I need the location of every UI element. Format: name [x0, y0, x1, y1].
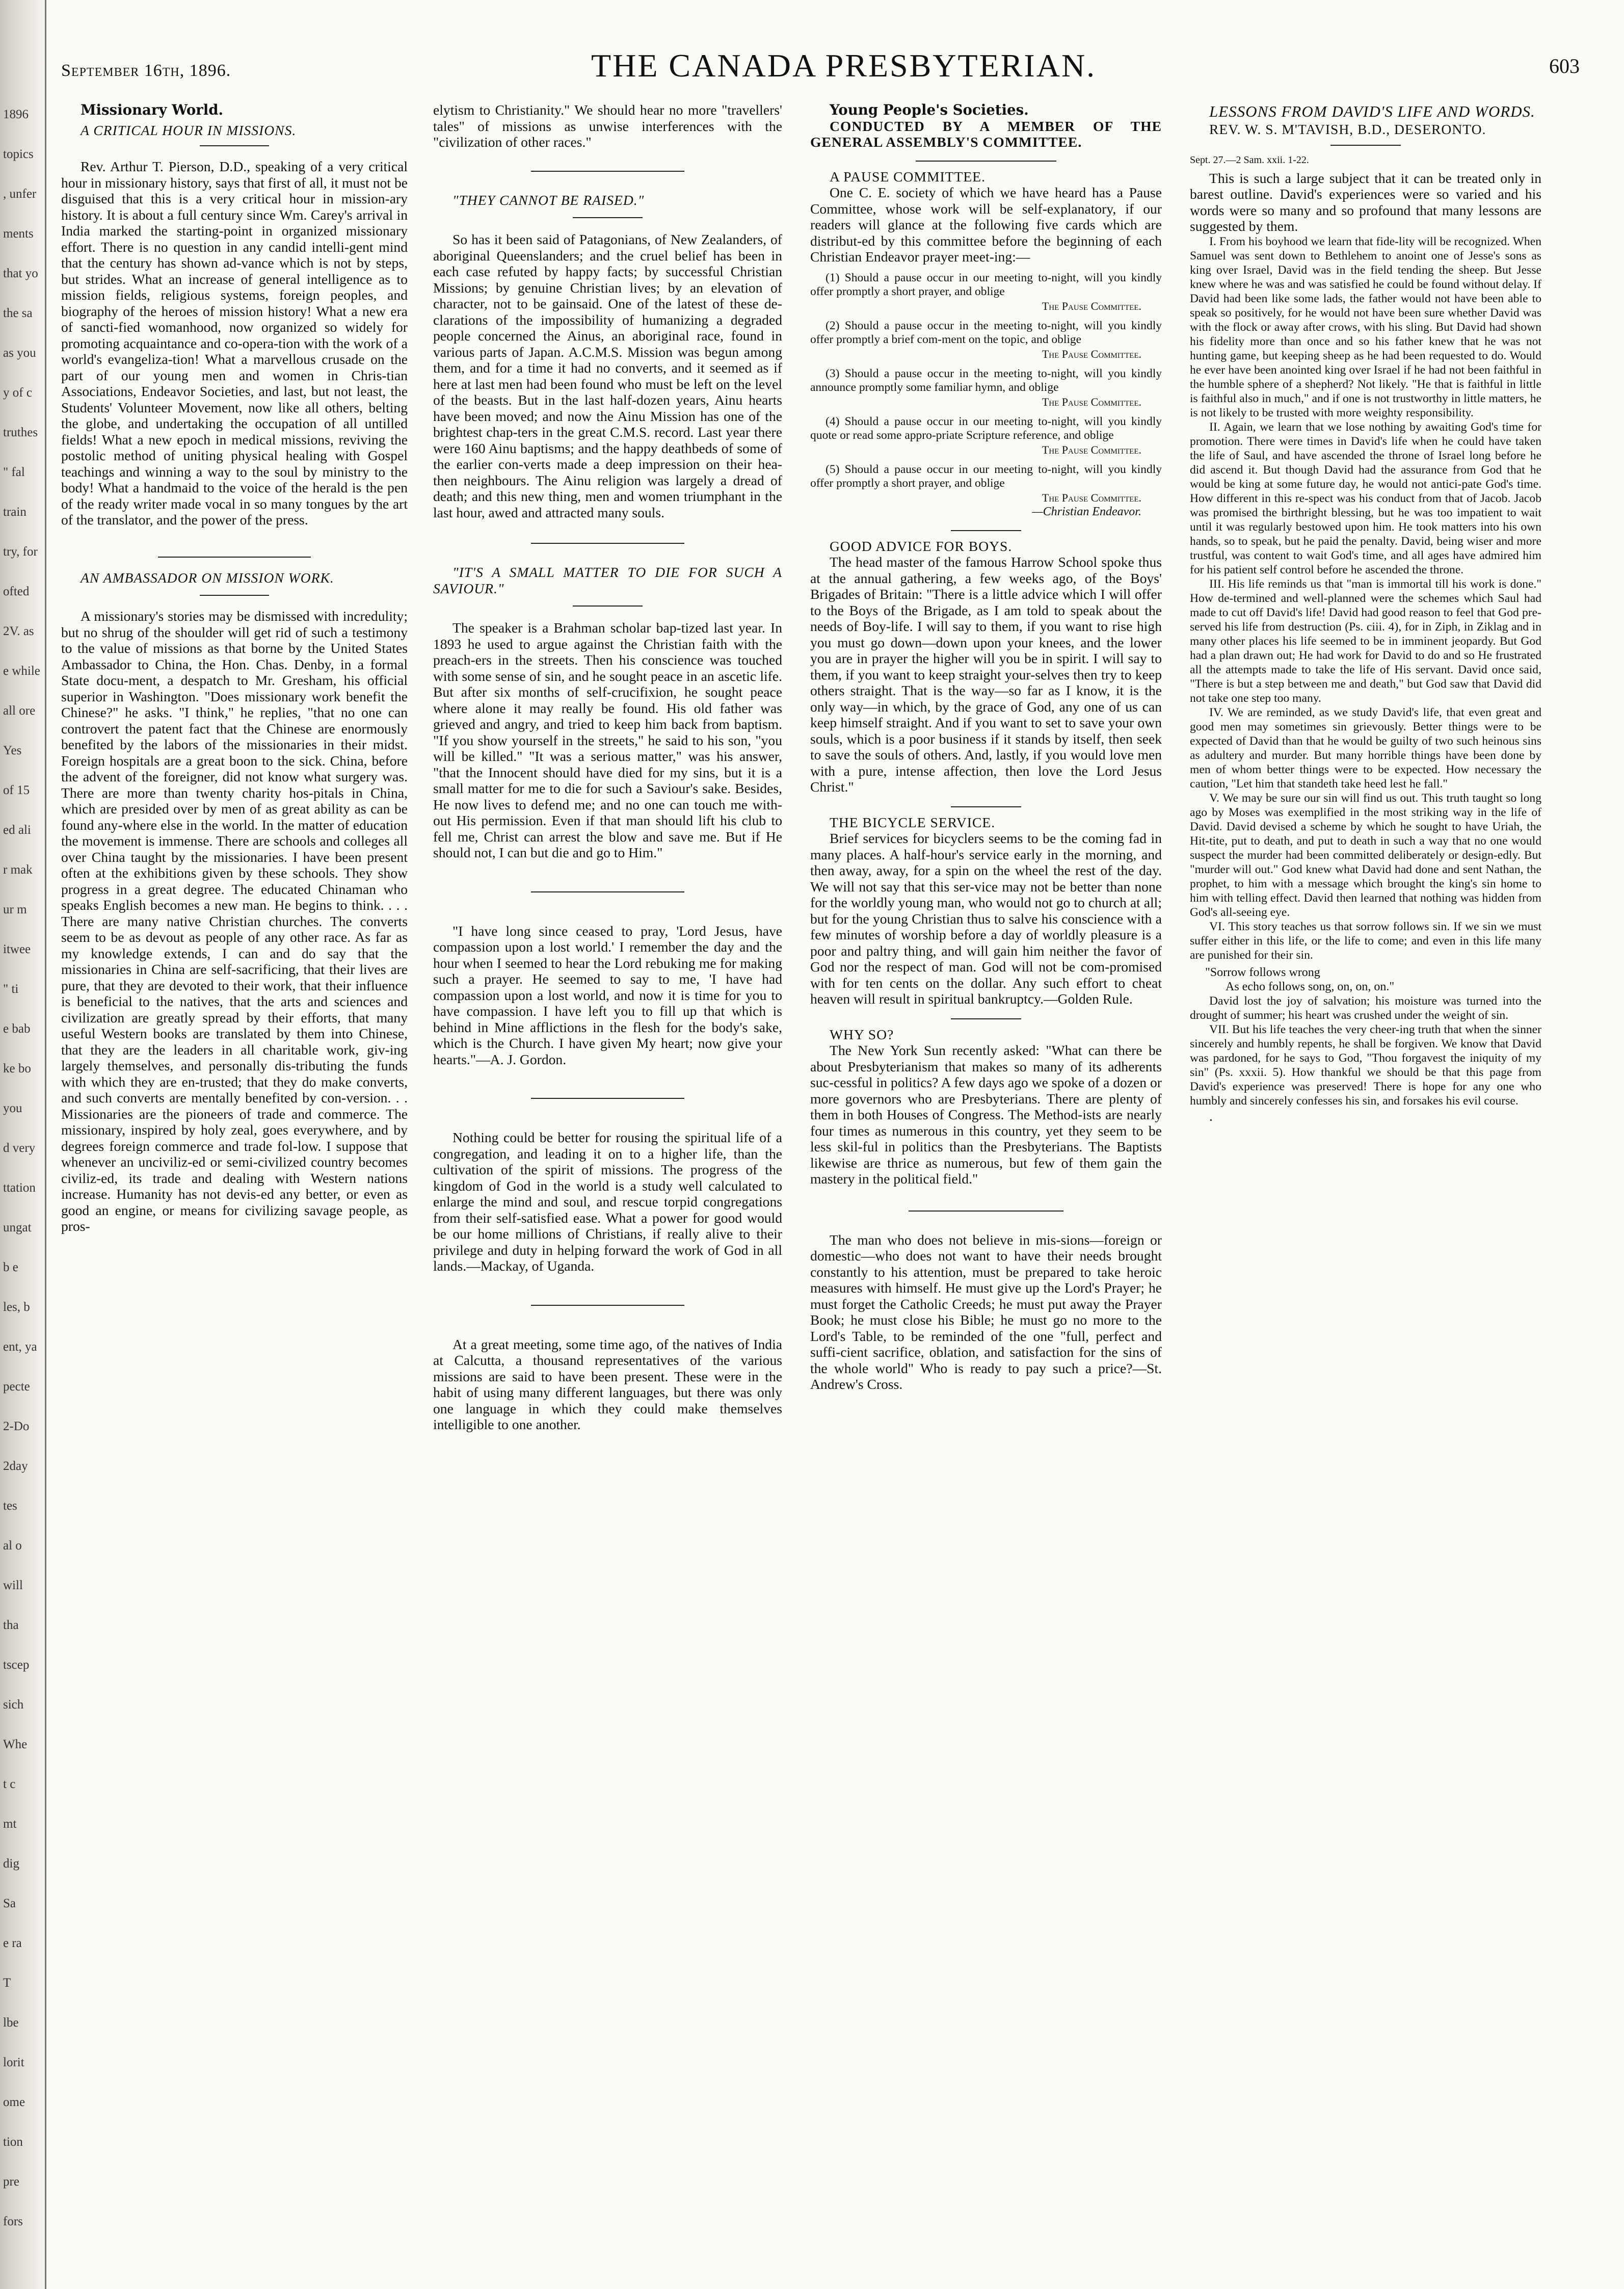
- article-body: The New York Sun recently asked: "What can there be about Presbyterianism that makes so many of its adherents suc-cessful in politics? A few days ago we spoke of a dozen or more governors who are Presbyterians. There are plenty of them in both Houses of Congress. The Method-ists are nearly four times as numerous in this country, yet they seem to be less skil-ful in politics than the Presbyterians. The Baptists likewise are thrice as numerous, but few of them gain the mastery in the political field.": [810, 1042, 1162, 1187]
- binding-fragment: try, for: [3, 545, 38, 559]
- issue-date: September 16th, 1896.: [61, 61, 231, 80]
- article-body: VI. This story teaches us that sorrow follows sin. If we sin we must suffer either in this life, or the life to come; and even in this life many are punished for their sin.: [1190, 919, 1541, 962]
- divider: [1330, 145, 1401, 146]
- divider: [200, 145, 269, 146]
- card-signature: The Pause Committee.: [1042, 395, 1141, 408]
- binding-fragment: you: [3, 1101, 22, 1115]
- binding-fragment: train: [3, 505, 26, 519]
- masthead-subhead: CONDUCTED BY A MEMBER OF THE GENERAL ASSEMBLY'S COMMITTEE.: [810, 118, 1162, 150]
- article-body: David lost the joy of salvation; his moisture was turned into the drought of summer; his heart was crushed under the weight of sin.: [1190, 994, 1541, 1022]
- binding-fragment: tion: [3, 2135, 23, 2149]
- binding-fragment: al o: [3, 1539, 22, 1553]
- binding-fragment: ed ali: [3, 823, 31, 837]
- binding-fragment: d very: [3, 1141, 36, 1155]
- binding-fragment: ke bo: [3, 1062, 31, 1075]
- article-body: Rev. Arthur T. Pierson, D.D., speaking of a very critical hour in missionary history, says that first of all, it must not be disguised that this is a very critical hour in mission-ary history. It is about a full century since Wm. Carey's arrival in India marked the starting-point in organized missionary effort. There is no question in any candid intelli-gent mind that the century has shown ad-vance which is not by steps, but strides. What an increase of general intelligence as to mission fields, religious systems, foreign peoples, and biography of the heroes of mission history! What a new era of sancti-fied womanhood, now organized so widely for promoting acquaintance and co-opera-tion with the work of a world's evangeliza-tion! What a marvellous crusade on the part of our young men and women in Chris-tian Associations, Endeavor Societies, and last, but not least, the Students' Volunteer Movement, now like all others, belting the globe, and undertaking the occupation of all untilled fields! What a new epoch in medical missions, reviving the postolic method of uniting physical healing with Gospel teachings and winning a way to the soul by ministry to the body! What a handmaid to the voice of the herald is the pen of the ready writer made vocal in so many tongues by the art of the translator, and the power of the press.: [61, 159, 408, 528]
- column-4: [1190, 102, 1541, 2273]
- binding-fragment: " ti: [3, 982, 19, 996]
- pause-card-1: (1) Should a pause occur in our meeting to-night, will you kindly offer promptly a short prayer, and oblige: [810, 271, 1162, 298]
- scripture-citation: Sept. 27.—2 Sam. xxii. 1-22.: [1190, 154, 1309, 166]
- binding-fragment: t c: [3, 1777, 16, 1791]
- article-body: VII. But his life teaches the very cheer-ing truth that when the sinner sincerely and humbly repents, he shall be forgiven. We know that David was pardoned, for he says to God, "Thou forgavest the iniquity of my sin" (Ps. xxxii. 5). How thankful we should be that this page from David's experience was preserved! There is hope for any one who humbly and sincerely confesses his sin, and forsakes his evil course.: [1190, 1022, 1541, 1108]
- divider: [573, 217, 643, 218]
- article-body: II. Again, we learn that we lose nothing by awaiting God's time for promotion. There were times in David's life when he could have taken the life of Saul, and have ascended the throne of Israel long before he did ascend it. But though David had the assurance from God that he would be king at some future day, he would not antici-pate God's time. How different in this re-spect was his conduct from that of Jacob. Jacob was promised the birthright blessing, but he was too impatient to wait until it was regularly bestowed upon him. He took matters into his own hands, so to speak, but he paid the penalty. David, being wiser and more trustful, was content to wait God's time, and all ages have admired him for his patient self control before he ascended the throne.: [1190, 420, 1541, 576]
- binding-fragment: ments: [3, 227, 34, 241]
- divider: [909, 1211, 1063, 1212]
- binding-fragment: T: [3, 1976, 11, 1990]
- divider: [531, 171, 684, 172]
- article-body: I. From his boyhood we learn that fide-lity will be recognized. When Samuel was sent down to Bethlehem to anoint one of Jesse's sons as king over Israel, David was in the field tending the sheep. But Jesse knew where he was and was satisfied he could be found without delay. If David had been like some lads, the father would not have been able to speak so positively, for he would not have been sure whether David was with the flock or away after crows, with his sling. But David had shown his fidelity more than once and so his father knew that he was not hunting game, but keeping sheep as he had been requested to do. Would he ever have been anointed king over Israel if he had not been faithful in the humble sphere of a shepherd? Not likely. "He that is faithful in little is faithful also in much," and if one is not trustworthy in little matters, he is not likely to be trusted with more weighty responsibility.: [1190, 234, 1541, 419]
- binding-fragment: 2-Do: [3, 1419, 30, 1433]
- article-body: IV. We are reminded, as we study David's life, that even great and good men may sometimes sin grievously. Better things were to be expected of David than that he would be guilty of two such heinous sins as adultery and murder. But many horrible things have been done by men of whom better things were to be expected. How necessary the caution, "Let him that standeth take heed lest he fall.": [1190, 705, 1541, 791]
- binding-fragment: itwee: [3, 942, 31, 956]
- article-body: Brief services for bicyclers seems to be the coming fad in many places. A half-hour's service early in the morning, and then away, away, for a spin on the wheel the rest of the day. We will not say that this ser-vice may not be better than none for the worldly young man, who would not go to church at all; but for the young Christian thus to salve his conscience with a few minutes of worship before a day of worldly pleasure is a poor and paltry thing, and will gain him neither the favor of God nor the respect of man. God will not be com-promised with for ten cents on the dollar. Any such effort to cheat heaven will result in spiritual bankruptcy.—Golden Rule.: [810, 830, 1162, 1007]
- poem-quote: As echo follows song, on, on, on.": [1226, 980, 1395, 993]
- article-body: This is such a large subject that it can be treated only in barest outline. David's experiences were so varied and his words were so many and so profound that many lessons are suggested by them.: [1190, 170, 1541, 234]
- binding-fragment: the sa: [3, 306, 33, 320]
- column-1: [61, 102, 408, 2273]
- divider: [531, 1098, 684, 1099]
- binding-fragment: as you: [3, 346, 36, 360]
- missionary-world-masthead: Missionary World.: [81, 102, 224, 118]
- divider: [951, 806, 1021, 807]
- pause-card-5: (5) Should a pause occur in our meeting to-night, will you kindly offer promptly a short prayer, and oblige: [810, 462, 1162, 490]
- end-mark: .: [1209, 1108, 1213, 1124]
- binding-fragment: y of c: [3, 386, 32, 400]
- divider: [951, 1018, 1021, 1019]
- article-body: "I have long since ceased to pray, 'Lord Jesus, have compassion upon a lost world.' I remember the day and the hour when I seemed to hear the Lord rebuking me for making such a prayer. He seemed to say to me, 'I have had compassion upon a lost world, and now it is time for you to have compassion. I have left you to fill up that which is behind in Mine afflictions in the flesh for the body's sake, which is the Church. I have given My heart; now give your hearts."—A. J. Gordon.: [433, 923, 782, 1067]
- binding-fragment: e bab: [3, 1022, 31, 1036]
- article-body: A missionary's stories may be dismissed with incredulity; but no shrug of the shoulder will get rid of such a testimony to the value of missions as that borne by the United States Ambassador to China, the Hon. Chas. Denby, in a formal State docu-ment, a despatch to Mr. Gresham, his official superior in Washington. "Does missionary work benefit the Chinese?" he asks. "I think," he replies, "that no one can controvert the patent fact that the Chinese are enormously benefited by the labors of the missionaries in their midst. Foreign hospitals are a great boon to the sick. China, before the advent of the foreigner, did not know what surgery was. There are more than twenty charity hos-pitals in China, which are presided over by men of as great ability as can be found any-where else in the world. In the matter of education the movement is immense. There are schools and colleges all over China taught by the missionaries. I have been present often at the exhibitions given by these schools. They show progress in a great degree. The educated Chinaman who speaks English becomes a new man. He begins to think. . . . There are many native Christian churches. The converts seem to be as devout as people of any other race. As far as my knowledge extends, I can and do say that the missionaries in China are self-sacrificing, that their lives are pure, that they are devoted to their work, that their influence is beneficial to the natives, that the arts and sciences and civilization are greatly spread by their efforts, that many useful Western books are translated by them into Chinese, that they are the leaders in all charitable work, giv-ing largely themselves, and personally dis-tributing the funds with which they are en-trusted; that they do make converts, and such converts are mentally benefited by con-version. . . Missionaries are the pioneers of trade and commerce. The missionary, inspired by holy zeal, goes everywhere, and by degrees foreign commerce and trade fol-low. I suppose that whenever an unciviliz-ed or semi-civilized country becomes civiliz-ed, its trade and dealing with Western nations increase. Humanity has not devis-ed any better, or even as good an engine, or means for civilizing savage people, as pros-: [61, 608, 408, 1234]
- article-body: The speaker is a Brahman scholar bap-tized last year. In 1893 he used to argue against the Christian faith with the preach-ers in the streets. Then his conscience was touched with some sense of sin, and he sought peace in an ascetic life. But after six months of self-crucifixion, he sought peace where alone it may really be found. His old father was grieved and angry, and tried to keep him back from baptism. "If you show yourself in the streets," he said to his son, "you will be killed." "It was a serious matter," was his answer, "that the Innocent should have died for my sins, but it is a small matter for me to die for such a Saviour's sake. Besides, He now lives to defend me; and no one can touch me with-out His permission. Even if that man should lift his club to fell me, Christ can arrest the blow and save me. But if He should not, I can but die and go to Him.": [433, 620, 782, 860]
- binding-fragment: ur m: [3, 903, 27, 916]
- divider: [573, 606, 643, 607]
- binding-fragment: 2day: [3, 1459, 28, 1473]
- binding-fragment: ent, ya: [3, 1340, 37, 1354]
- binding-fragment: pre: [3, 2175, 19, 2189]
- binding-fragment: ungat: [3, 1221, 32, 1234]
- page-number: 603: [1549, 55, 1580, 77]
- article-body: At a great meeting, some time ago, of the natives of India at Calcutta, a thousand representatives of the various missions are said to have been present. These were in the habit of using many different languages, but there was only one language in which they could make themselves intelligible to one another.: [433, 1336, 782, 1432]
- newspaper-title: THE CANADA PRESBYTERIAN.: [591, 47, 1097, 84]
- binding-fragment: all ore: [3, 704, 36, 718]
- divider: [531, 891, 684, 892]
- article-body: So has it been said of Patagonians, of New Zealanders, of aboriginal Queenslanders; and the cruel belief has been in each case refuted by happy facts; by successful Christian Missions; by genuine Christian lives; by an elevation of character, not to be gainsaid. One of the latest of these de-clarations of the impossibility of humanizing a degraded people concerned the Ainus, an aboriginal race, found in various parts of Japan. A.C.M.S. Mission was begun among them, and for a time it had no converts, and it seemed as if here at last men had been found who must be left on the level of the beasts. But in the last half-dozen years, Ainu hearts have been moved; and now the Ainu Mission has one of the brightest chap-ters in the great C.M.S. record. Last year there were 160 Ainu baptisms; and the happy deathbeds of some of the earlier con-verts made a deep impression on their hea-then neighbours. The Ainu religion was largely a dread of death; and this new thing, men and women triumphant in the last hour, awed and attracted many souls.: [433, 231, 782, 520]
- binding-fragment: that yo: [3, 267, 38, 280]
- article-heading-cannot-be-raised: "THEY CANNOT BE RAISED.": [452, 192, 645, 208]
- binding-fragment: topics: [3, 147, 34, 161]
- binding-fragment: 2V. as: [3, 624, 34, 638]
- binding-fragment: tha: [3, 1618, 19, 1632]
- poem-quote: "Sorrow follows wrong: [1205, 965, 1320, 979]
- divider: [916, 161, 1056, 162]
- pause-card-4: (4) Should a pause occur in our meeting to-night, will you kindly quote or read some appro-priate Scripture reference, and oblige: [810, 414, 1162, 442]
- divider: [158, 557, 310, 558]
- binding-fragment: , unfer: [3, 187, 37, 201]
- binding-fragment: Whe: [3, 1738, 28, 1751]
- binding-fragment: will: [3, 1578, 23, 1592]
- binding-fragment: pecte: [3, 1380, 30, 1393]
- article-body: V. We may be sure our sin will find us out. This truth taught so long ago by Moses was exemplified in the most striking way in the life of David. David devised a scheme by which he sought to have Uriah, the Hit-tite, put to death, and put to death in such a way that no one would suspect the murder had been committed deliberately or design-edly. But "murder will out." God knew what David had done and sent Nathan, the prophet, to him with a message which brought the king's sin home to him with telling effect. David then learned that nothing was hidden from God's all-seeing eye.: [1190, 791, 1541, 919]
- binding-gutter: [0, 0, 46, 2289]
- binding-fragment: fors: [3, 2215, 23, 2228]
- article-heading-pause-committee: A PAUSE COMMITTEE.: [830, 168, 986, 185]
- card-signature: The Pause Committee.: [1042, 299, 1141, 312]
- binding-fragment: " fal: [3, 465, 25, 479]
- binding-fragment: e while: [3, 664, 40, 678]
- article-body: The head master of the famous Harrow School spoke thus at the annual gathering, a few weeks ago, of the Boys' Brigades of Britain: "There is a little advice which I will offer to the Boys of the Brigade, as I am told to speak about the needs of Boy-life. I will say to them, if you want to rise high you must go down—down upon your knees, and the lower you are in prayer the higher will you be in spirit. I will say to them, if you want to keep straight your-selves then try to keep others straight. That is the way—so far as I know, it is the only way—in which, by the grace of God, any one of us can keep himself straight. And if you want to set to save your own souls, which is a poor business if it stands by itself, then seek to save the souls of others. And, lastly, if you would love men with a pure, intense affection, then love the Lord Jesus Christ.": [810, 554, 1162, 795]
- card-signature: The Pause Committee.: [1042, 347, 1141, 360]
- binding-fragment: ome: [3, 2095, 25, 2109]
- column-2: [433, 102, 782, 2273]
- article-body-continued: elytism to Christianity." We should hear no more "travellers' tales" of missions as unwise interferences with the "civilization of other races.": [433, 102, 782, 150]
- article-heading-bicycle-service: THE BICYCLE SERVICE.: [830, 814, 996, 830]
- binding-fragment: Yes: [3, 744, 22, 757]
- binding-fragment: mt: [3, 1817, 17, 1831]
- binding-fragment: r mak: [3, 863, 33, 877]
- card-signature: The Pause Committee.: [1042, 443, 1141, 456]
- binding-fragment: e ra: [3, 1936, 22, 1950]
- binding-fragment: les, b: [3, 1300, 30, 1314]
- divider: [200, 595, 269, 596]
- article-heading-good-advice: GOOD ADVICE FOR BOYS.: [830, 538, 1013, 554]
- column-3: [810, 102, 1162, 2273]
- binding-fragment: of 15: [3, 783, 30, 797]
- card-signature: The Pause Committee.: [1042, 491, 1141, 504]
- divider: [531, 543, 684, 544]
- binding-fragment: tscep: [3, 1658, 30, 1672]
- article-body: One C. E. society of which we have heard has a Pause Committee, whose work will be self-explanatory, if our readers will glance at the following five cards which are distribut-ed by this committee before the beginning of each Christian Endeavor prayer meet-ing:—: [810, 185, 1162, 265]
- binding-fragment: sich: [3, 1698, 24, 1712]
- binding-fragment: b e: [3, 1260, 18, 1274]
- divider: [951, 530, 1021, 531]
- binding-fragment: truthes: [3, 426, 38, 439]
- article-body: Nothing could be better for rousing the spiritual life of a congregation, and leading it on to a higher life, than the cultivation of the spirit of missions. The progress of the kingdom of God in the world is a study well calculated to enlarge the mind and soul, and rescue torpid congregations from their self-satisfied ease. What a power for good would be our home millions of Christians, if really alive to their privilege and duty in helping forward the work of God in all lands.—Mackay, of Uganda.: [433, 1129, 782, 1274]
- binding-fragment: ttation: [3, 1181, 36, 1195]
- article-heading-why-so: WHY SO?: [830, 1026, 894, 1042]
- pause-card-2: (2) Should a pause occur in the meeting to-night, will you kindly offer promptly a brief com-ment on the topic, and oblige: [810, 319, 1162, 346]
- article-body: III. His life reminds us that "man is immortal till his work is done." How de-termined and well-planned were the schemes which Saul had made to cut off David's life! David had good reason to feel that God pre-served his life from destruction (Ps. ciii. 4), for in Ziph, in Ziklag and in many other places his life seemed to be in imminent jeopardy. But God had a plan drawn out; He had work for David to do and so He frustrated all the attempts made to take the life of His servant. David once said, "There is but a step between me and death," but God saw that David did not take one step too many.: [1190, 577, 1541, 705]
- divider: [531, 1305, 684, 1306]
- article-heading-ambassador: AN AMBASSADOR ON MISSION WORK.: [81, 569, 334, 586]
- binding-fragment: tes: [3, 1499, 17, 1513]
- binding-fragment: dig: [3, 1857, 19, 1871]
- young-peoples-societies-masthead: Young People's Societies.: [830, 102, 1029, 118]
- pause-card-3: (3) Should a pause occur in the meeting to-night, will you kindly announce promptly some familiar hymn, and oblige: [810, 366, 1162, 394]
- article-body: The man who does not believe in mis-sions—foreign or domestic—who does not want to have their needs brought constantly to his attention, must be prepared to take heroic measures with himself. He must give up the Lord's Prayer; he must forget the Catholic Creeds; he must put away the Prayer Book; he must close his Bible; he must go no more to the Lord's Table, to be reminded of the one "full, perfect and suffi-cient sacrifice, oblation, and satisfaction for the sins of the whole world" Who is ready to pay such a price?—St. Andrew's Cross.: [810, 1231, 1162, 1392]
- article-heading-critical-hour: A CRITICAL HOUR IN MISSIONS.: [81, 122, 297, 138]
- article-heading-lessons-from-david: LESSONS FROM DAVID'S LIFE AND WORDS.: [1209, 102, 1535, 120]
- article-author: REV. W. S. M'TAVISH, B.D., DESERONTO.: [1209, 121, 1486, 137]
- binding-fragment: lorit: [3, 2056, 24, 2069]
- source-credit: —Christian Endeavor.: [1032, 505, 1141, 518]
- binding-fragment: Sa: [3, 1897, 16, 1910]
- binding-fragment: lbe: [3, 2016, 19, 2030]
- binding-fragment: 1896: [3, 108, 29, 121]
- binding-fragment: ofted: [3, 585, 30, 598]
- article-heading-small-matter: "IT'S A SMALL MATTER TO DIE FOR SUCH A SAVIOUR.": [433, 564, 782, 596]
